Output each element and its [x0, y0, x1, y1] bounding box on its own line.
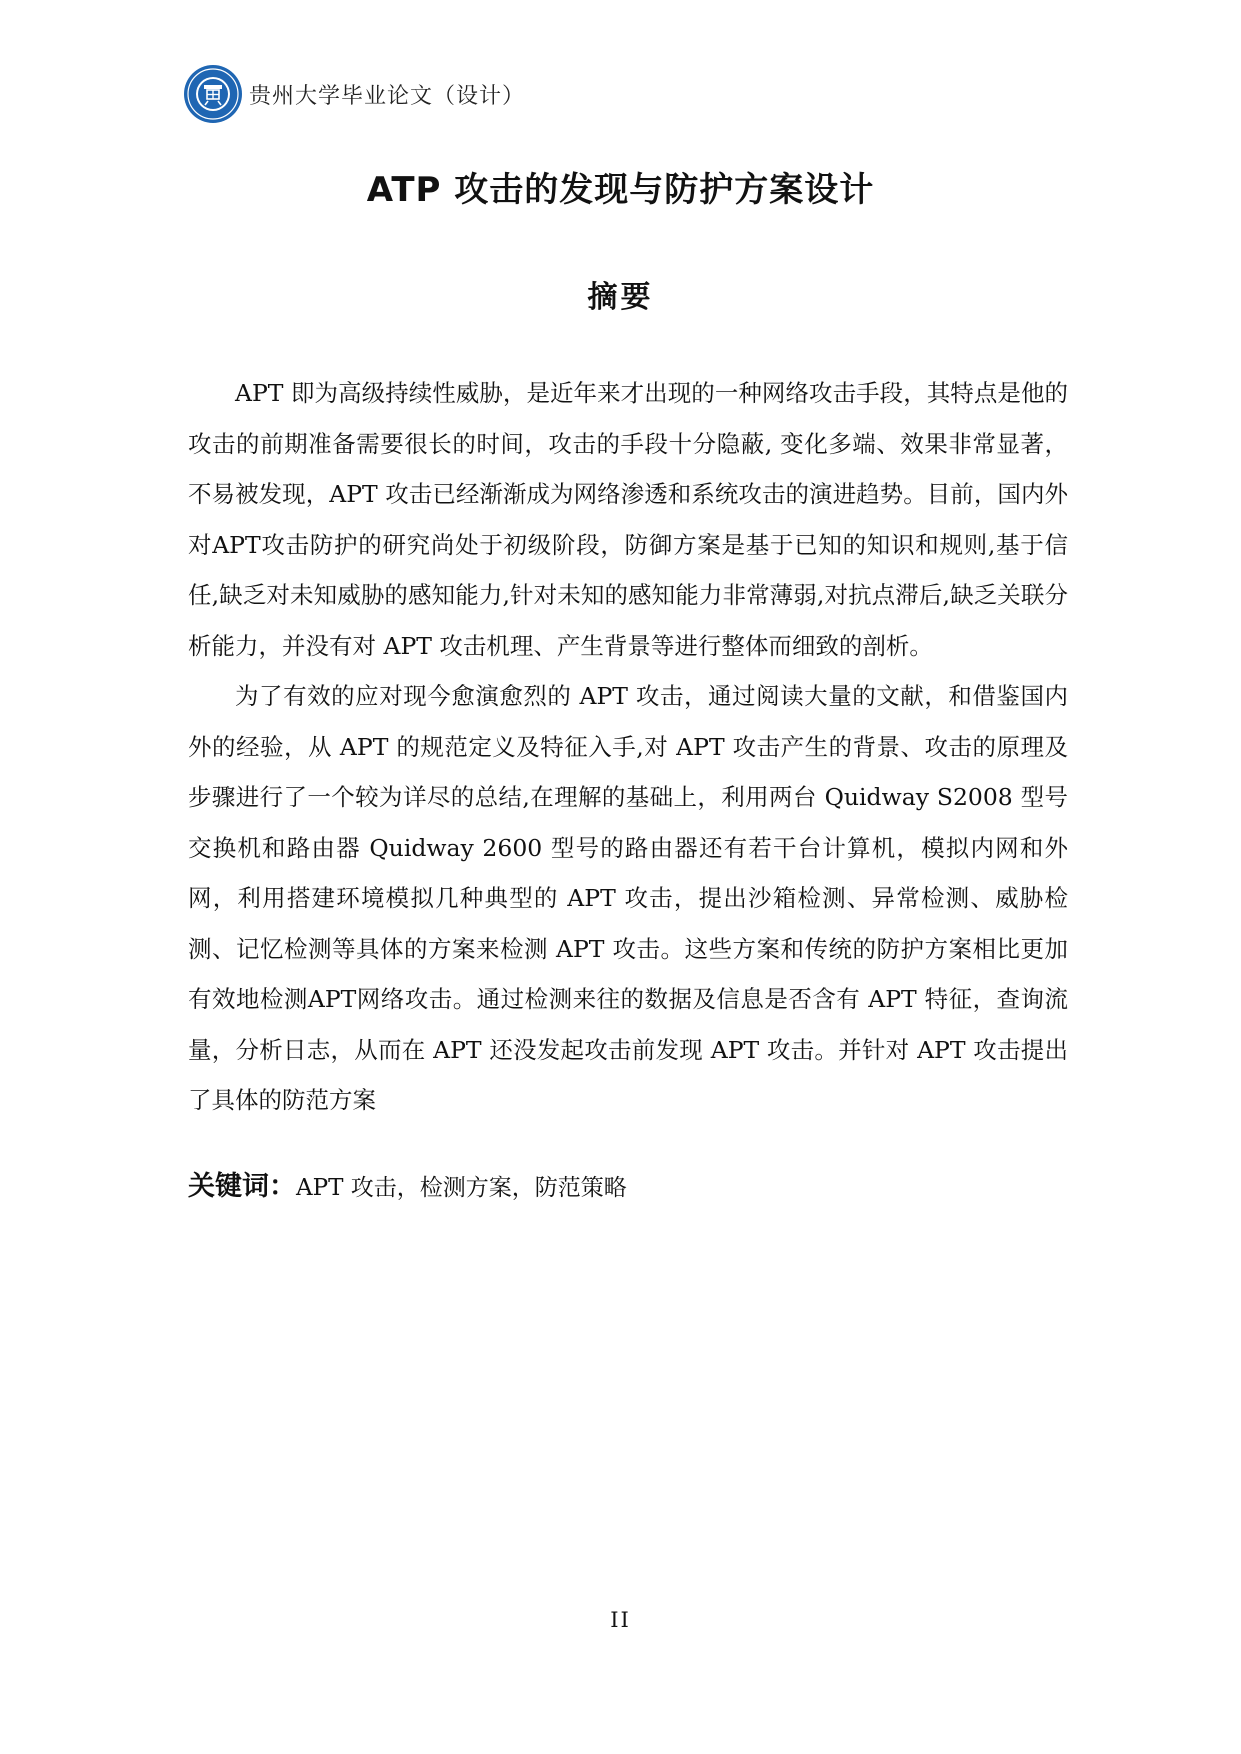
university-seal-icon: [183, 64, 243, 124]
keywords-label: 关键词：: [188, 1171, 296, 1202]
abstract-paragraph: APT 即为高级持续性威胁，是近年来才出现的一种网络攻击手段，其特点是他的攻击的前期准备需要很长的时间，攻击的手段十分隐蔽, 变化多端、效果非常显著，不易被发现，APT 攻击已经渐渐成为网络渗透和系统攻击的演进趋势。目前，国内外对APT攻击防护的研究尚处于初级阶段，防御方案是基于已知的知识和规则,基于信任,缺乏对未知威胁的感知能力,针对未知的感知能力非常薄弱,对抗点滞后,缺乏关联分析能力，并没有对 APT 攻击机理、产生背景等进行整体而细致的剖析。: [188, 379, 1068, 660]
abstract-heading: 摘要: [587, 280, 654, 315]
abstract-paragraph: 为了有效的应对现今愈演愈烈的 APT 攻击，通过阅读大量的文献，和借鉴国内外的经验，从 APT 的规范定义及特征入手,对 APT 攻击产生的背景、攻击的原理及步骤进行了一个较为详尽的总结,在理解的基础上，利用两台 Quidway S2008 型号交换机和路由器 Quidway 2600 型号的路由器还有若干台计算机，模拟内网和外网，利用搭建环境模拟几种典型的 APT 攻击，提出沙箱检测、异常检测、威胁检测、记忆检测等具体的方案来检测 APT 攻击。这些方案和传统的防护方案相比更加有效地检测APT网络攻击。通过检测来往的数据及信息是否含有 APT 特征，查询流量，分析日志，从而在 APT 还没发起攻击前发现 APT 攻击。并针对 APT 攻击提出了具体的防范方案: [188, 682, 1068, 1114]
header-title: 贵州大学毕业论文（设计）: [249, 83, 526, 109]
page-number: II: [610, 1608, 631, 1632]
keywords-line: [188, 1164, 627, 1203]
page-header: [183, 64, 525, 124]
abstract-body: [188, 368, 1068, 1126]
keywords-value: APT 攻击，检测方案，防范策略: [296, 1175, 627, 1201]
thesis-title: ATP 攻击的发现与防护方案设计: [366, 170, 875, 210]
